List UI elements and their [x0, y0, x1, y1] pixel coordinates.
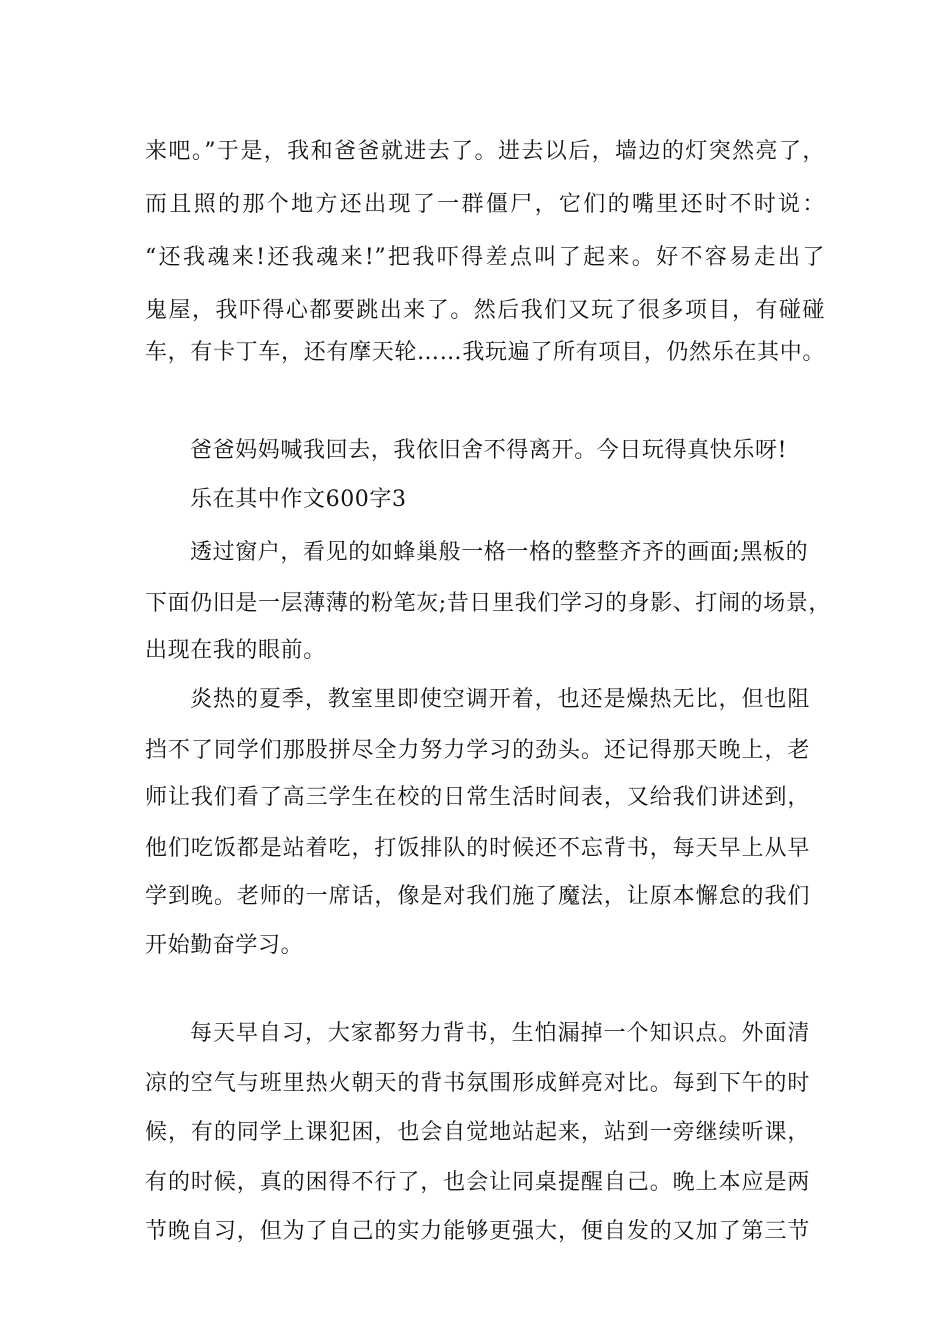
text-line: 开始勤奋学习。: [145, 933, 304, 958]
text-line: 候，有的同学上课犯困，也会自觉地站起来，站到一旁继续听课，: [145, 1120, 810, 1145]
text-line: 透过窗户，看见的如蜂巢般一格一格的整整齐齐的画面;黑板的: [190, 540, 809, 565]
text-line: 出现在我的眼前。: [145, 638, 326, 663]
text-line: 挡不了同学们那股拼尽全力努力学习的劲头。还记得那天晚上，老: [145, 738, 810, 763]
text-line: 有的时候，真的困得不行了，也会让同桌提醒自己。晚上本应是两: [145, 1170, 810, 1195]
text-line: 车，有卡丁车，还有摩天轮……我玩遍了所有项目，仍然乐在其中。: [145, 340, 825, 365]
text-line: 鬼屋，我吓得心都要跳出来了。然后我们又玩了很多项目，有碰碰: [145, 298, 825, 323]
text-line: 来吧。”于是，我和爸爸就进去了。进去以后，墙边的灯突然亮了，: [145, 139, 825, 164]
text-line: 下面仍旧是一层薄薄的粉笔灰;昔日里我们学习的身影、打闹的场景，: [145, 591, 832, 616]
text-line: 而且照的那个地方还出现了一群僵尸，它们的嘴里还时不时说：: [145, 192, 825, 217]
text-line: 炎热的夏季，教室里即使空调开着，也还是燥热无比，但也阻: [190, 687, 810, 712]
essay-heading: 乐在其中作文600字3: [190, 487, 407, 512]
text-line: 学到晚。老师的一席话，像是对我们施了魔法，让原本懈怠的我们: [145, 884, 810, 909]
text-line: 他们吃饭都是站着吃，打饭排队的时候还不忘背书，每天早上从早: [145, 836, 810, 861]
text-line: 每天早自习，大家都努力背书，生怕漏掉一个知识点。外面清: [190, 1021, 810, 1046]
text-line: 节晚自习，但为了自己的实力能够更强大，便自发的又加了第三节: [145, 1219, 810, 1244]
text-line: “还我魂来!还我魂来!”把我吓得差点叫了起来。好不容易走出了: [145, 245, 825, 270]
text-line: 师让我们看了高三学生在校的日常生活时间表，又给我们讲述到，: [145, 785, 810, 810]
closing-sentence: 爸爸妈妈喊我回去，我依旧舍不得离开。今日玩得真快乐呀!: [190, 438, 788, 463]
text-line: 凉的空气与班里热火朝天的背书氛围形成鲜亮对比。每到下午的时: [145, 1071, 810, 1096]
